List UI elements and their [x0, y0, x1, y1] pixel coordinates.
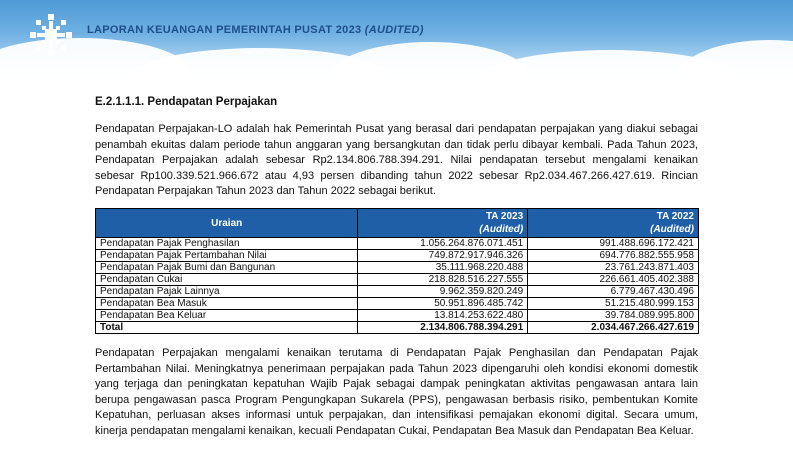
- table-header-row: [96, 209, 699, 238]
- row-ta2023: 218.828.516.227.555: [358, 274, 528, 286]
- header-uraian: Uraian: [96, 209, 358, 238]
- row-ta2023: 9.962.359.820.249: [358, 286, 528, 298]
- intro-paragraph: Pendapatan Perpajakan-LO adalah hak Pemerintah Pusat yang berasal dari pendapatan perpajakan yang diakui sebagai penambah ekuitas dalam periode tahun anggaran yang bersangkutan dan tidak perlu dibayar kembali. Pada Tahun 2023, Pendapatan Perpajakan adalah sebesar Rp2.134.806.788.394.291. Nilai pendapatan tersebut mengalami kenaikan sebesar Rp100.339.521.966.672 atau 4,93 persen dibanding tahun 2022 sebesar Rp2.034.467.266.427.619. Rincian Pendapatan Perpajakan Tahun 2023 dan Tahun 2022 sebagai berikut.: [95, 123, 698, 198]
- row-ta2023: 1.056.264.876.071.451: [358, 238, 528, 250]
- report-header-band: [0, 0, 793, 82]
- row-ta2023: 50.951.896.485.742: [358, 298, 528, 310]
- row-ta2022: 39.784.089.995.800: [528, 310, 699, 322]
- section-heading: E.2.1.1.1. Pendapatan Perpajakan: [95, 96, 278, 108]
- snowflake-logo-icon: [28, 12, 74, 58]
- header-ta2023-year: TA 2023: [485, 211, 524, 222]
- report-title: [87, 24, 424, 36]
- header-ta2022-note: (Audited): [650, 224, 694, 235]
- row-ta2022: 6.779.467.430.496: [528, 286, 699, 298]
- table-row: [96, 286, 699, 298]
- row-label: Pendapatan Bea Keluar: [96, 310, 358, 322]
- total-label: Total: [96, 322, 358, 334]
- row-ta2022: 226.661.405.402.388: [528, 274, 699, 286]
- header-ta2022: [528, 209, 699, 238]
- row-ta2023: 749.872.917.946.326: [358, 250, 528, 262]
- report-title-audited: (AUDITED): [364, 24, 424, 36]
- row-label: Pendapatan Pajak Pertambahan Nilai: [96, 250, 358, 262]
- row-label: Pendapatan Pajak Lainnya: [96, 286, 358, 298]
- table-row: [96, 238, 699, 250]
- row-ta2022: 694.776.882.555.958: [528, 250, 699, 262]
- report-title-text: LAPORAN KEUANGAN PEMERINTAH PUSAT 2023: [87, 24, 362, 36]
- table-row: [96, 274, 699, 286]
- row-label: Pendapatan Pajak Penghasilan: [96, 238, 358, 250]
- analysis-paragraph: Pendapatan Perpajakan mengalami kenaikan terutama di Pendapatan Pajak Penghasilan dan Pendapatan Pajak Pertambahan Nilai. Meningkatnya penerimaan perpajakan pada Tahun 2023 dipengaruhi oleh kondisi ekonomi domestik yang terjaga dan peningkatan kepatuhan Wajib Pajak sebagai dampak peningkatan aktivitas pengawasan antara lain berupa pengawasan pasca Program Pengungkapan Sukarela (PPS), pengawasan berbasis risiko, pembentukan Komite Kepatuhan, perluasan akses informasi untuk perpajakan, dan intensifikasi pemajakan ekonomi digital. Secara umum, kinerja pendapatan mengalami kenaikan, kecuali Pendapatan Cukai, Pendapatan Bea Masuk dan Pendapatan Bea Keluar.: [95, 347, 698, 437]
- table-total-row: [96, 322, 699, 334]
- table-row: [96, 262, 699, 274]
- table-row: [96, 298, 699, 310]
- table-row: [96, 310, 699, 322]
- header-ta2023: [358, 209, 528, 238]
- row-label: Pendapatan Pajak Bumi dan Bangunan: [96, 262, 358, 274]
- header-ta2022-year: TA 2022: [656, 211, 694, 222]
- row-label: Pendapatan Bea Masuk: [96, 298, 358, 310]
- row-ta2022: 23.761.243.871.403: [528, 262, 699, 274]
- header-ta2023-note: (Audited): [479, 224, 524, 235]
- row-label: Pendapatan Cukai: [96, 274, 358, 286]
- total-ta2023: 2.134.806.788.394.291: [358, 322, 528, 334]
- row-ta2022: 51.215.480.999.153: [528, 298, 699, 310]
- table-row: [96, 250, 699, 262]
- row-ta2023: 13.814.253.622.480: [358, 310, 528, 322]
- tax-revenue-table: [95, 208, 699, 334]
- total-ta2022: 2.034.467.266.427.619: [528, 322, 699, 334]
- row-ta2023: 35.111.968.220.488: [358, 262, 528, 274]
- row-ta2022: 991.488.696.172.421: [528, 238, 699, 250]
